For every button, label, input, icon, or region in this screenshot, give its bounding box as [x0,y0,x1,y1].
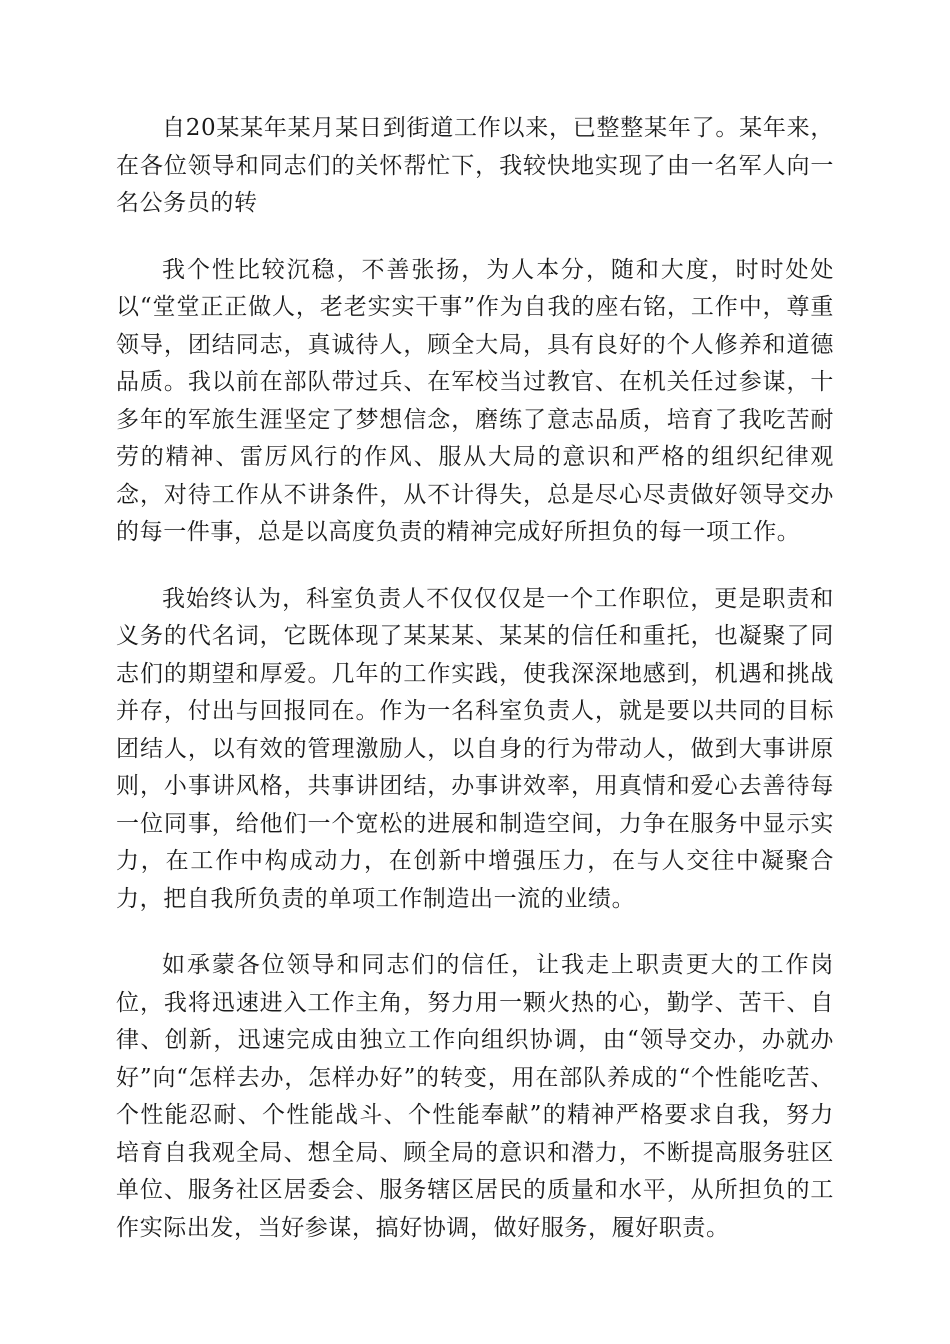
paragraph-3: 我始终认为，科室负责人不仅仅仅是一个工作职位，更是职责和义务的代名词，它既体现了某某某、某某的信任和重托，也凝聚了同志们的期望和厚爱。几年的工作实践，使我深深地感到，机遇和挑战并存，付出与回报同在。作为一名科室负责人，就是要以共同的目标团结人，以有效的管理激励人，以自身的行为带动人，做到大事讲原则，小事讲风格，共事讲团结，办事讲效率，用真情和爱心去善待每一位同事，给他们一个宽松的进展和制造空间，力争在服务中显示实力，在工作中构成动力，在创新中增强压力，在与人交往中凝聚合力，把自我所负责的单项工作制造出一流的业绩。 [116,585,834,912]
paragraph-4: 如承蒙各位领导和同志们的信任，让我走上职责更大的工作岗位，我将迅速进入工作主角，努力用一颗火热的心，勤学、苦干、自律、创新，迅速完成由独立工作向组织协调，由“领导交办，办就办好”向“怎样去办，怎样办好”的转变，用在部队养成的“个性能吃苦、个性能忍耐、个性能战斗、个性能奉献”的精神严格要求自我，努力培育自我观全局、想全局、顾全局的意识和潜力，不断提高服务驻区单位、服务社区居委会、服务辖区居民的质量和水平，从所担负的工作实际出发，当好参谋，搞好协调，做好服务，履好职责。 [116,952,834,1241]
paragraph-1: 自20某某年某月某日到街道工作以来，已整整某年了。某年来，在各位领导和同志们的关怀帮忙下，我较快地实现了由一名军人向一名公务员的转 [116,115,834,216]
document-body [116,110,834,1276]
paragraph-2: 我个性比较沉稳，不善张扬，为人本分，随和大度，时时处处以“堂堂正正做人，老老实实干事”作为自我的座右铭，工作中，尊重领导，团结同志，真诚待人，顾全大局，具有良好的个人修养和道德品质。我以前在部队带过兵、在军校当过教官、在机关任过参谋，十多年的军旅生涯坚定了梦想信念，磨练了意志品质，培育了我吃苦耐劳的精神、雷厉风行的作风、服从大局的意识和严格的组织纪律观念，对待工作从不讲条件，从不计得失，总是尽心尽责做好领导交办的每一件事，总是以高度负责的精神完成好所担负的每一项工作。 [116,256,834,545]
